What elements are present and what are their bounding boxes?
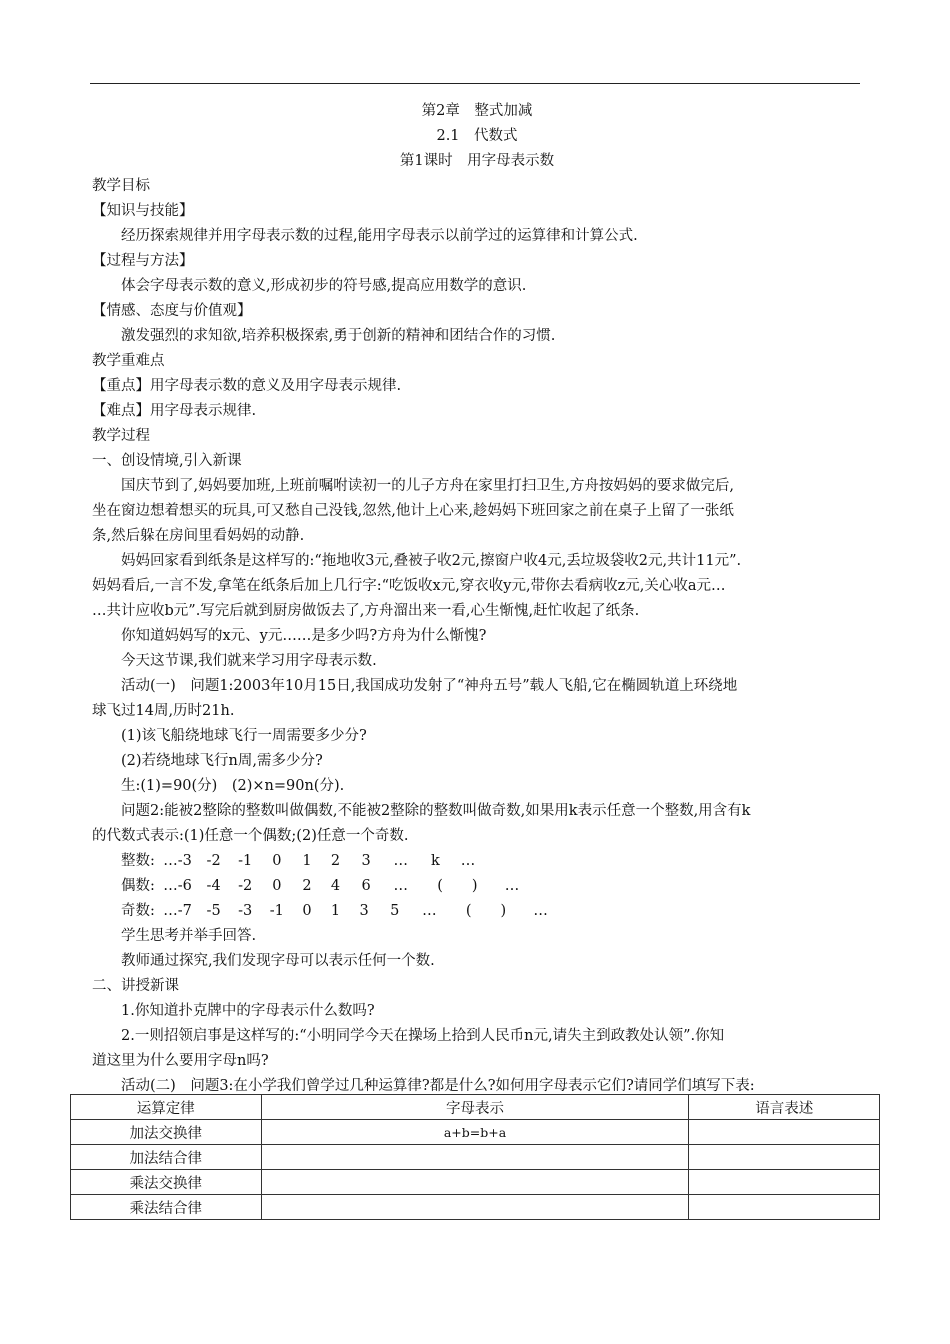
key-point-focus: 【重点】用字母表示数的意义及用字母表示规律. (92, 378, 402, 394)
table-cell: 加法交换律 (71, 1120, 262, 1145)
answer-1: 生:(1)=90(分) (2)×n=90n(分). (121, 778, 345, 794)
item-2-line: 2.一则招领启事是这样写的:“小明同学今天在操场上拾到人民币n元,请失主到政教处认领”.你知 (121, 1028, 725, 1044)
problem2-line: 的代数式表示:(1)任意一个偶数;(2)任意一个奇数. (92, 828, 409, 844)
seq-value: k (430, 853, 440, 869)
even-label: 偶数: (121, 878, 155, 894)
chapter-title: 第2章 整式加减 (421, 103, 533, 119)
table-cell: 乘法交换律 (71, 1170, 262, 1195)
key-points-heading: 教学重难点 (92, 353, 165, 369)
item-1: 1.你知道扑克牌中的字母表示什么数吗? (121, 1003, 375, 1019)
table-cell (689, 1145, 880, 1170)
seq-value: …-6 (163, 878, 192, 894)
table-cell (689, 1120, 880, 1145)
question-line: 你知道妈妈写的x元、y元……是多少吗?方舟为什么惭愧? (121, 628, 487, 644)
question-1-1: (1)该飞船绕地球飞行一周需要多少分? (121, 728, 367, 744)
objectives-heading: 教学目标 (92, 178, 150, 194)
seq-value: 3 (359, 903, 369, 919)
seq-value: -2 (206, 853, 221, 869)
teaching-process-heading: 教学过程 (92, 428, 150, 444)
seq-value: … (460, 853, 476, 869)
table-cell: a+b=b+a (261, 1120, 689, 1145)
story-line: 坐在窗边想着想买的玩具,可又愁自己没钱,忽然,他计上心来,趁妈妈下班回家之前在桌子上留了一张纸 (92, 503, 734, 519)
seq-value: -5 (206, 903, 221, 919)
seq-value: … (533, 903, 548, 919)
part2-title: 二、讲授新课 (92, 978, 179, 994)
header-rule (90, 83, 860, 84)
seq-value: 1 (330, 903, 341, 919)
seq-value: 2 (330, 853, 341, 869)
seq-value: -2 (238, 878, 253, 894)
seq-value: … (422, 903, 437, 919)
even-sequence (92, 874, 862, 899)
table-row (71, 1195, 880, 1220)
seq-value: 5 (390, 903, 400, 919)
section-title: 2.1 代数式 (436, 128, 518, 144)
think-line: 学生思考并举手回答. (121, 928, 257, 944)
seq-blank: ( ) (465, 903, 507, 919)
integer-sequence (92, 849, 862, 874)
knowledge-title: 【知识与技能】 (92, 203, 194, 219)
seq-value: 0 (272, 853, 282, 869)
key-point-difficulty: 【难点】用字母表示规律. (92, 403, 257, 419)
seq-value: …-7 (163, 903, 192, 919)
table-row (71, 1120, 880, 1145)
table-cell (261, 1145, 689, 1170)
problem2-line: 问题2:能被2整除的整数叫做偶数,不能被2整除的整数叫做奇数,如果用k表示任意一个整数,用含有k (121, 803, 751, 819)
note-line: 妈妈回家看到纸条是这样写的:“拖地收3元,叠被子收2元,擦窗户收4元,丢垃圾袋收2元,共计11元”. (121, 553, 742, 569)
table-cell (261, 1170, 689, 1195)
table-header-cell: 运算定律 (71, 1095, 262, 1120)
seq-value: … (393, 878, 409, 894)
note-line: 妈妈看后,一言不发,拿笔在纸条后加上几行字:“吃饭收x元,穿衣收y元,带你去看病收z元,关心收a元… (92, 578, 726, 594)
table-cell (261, 1195, 689, 1220)
table-cell (689, 1170, 880, 1195)
process-method-text: 体会字母表示数的意义,形成初步的符号感,提高应用数学的意识. (121, 278, 527, 294)
seq-value: … (504, 878, 520, 894)
activity1-line: 球飞过14周,历时21h. (92, 703, 235, 719)
seq-value: 6 (361, 878, 371, 894)
story-line: 国庆节到了,妈妈要加班,上班前嘱咐读初一的儿子方舟在家里打扫卫生,方舟按妈妈的要求做完后, (121, 478, 734, 494)
seq-value: 4 (330, 878, 341, 894)
activity2-line: 活动(二) 问题3:在小学我们曾学过几种运算律?都是什么?如何用字母表示它们?请同学们填写下表: (121, 1078, 755, 1094)
seq-value: … (393, 853, 409, 869)
emotion-title: 【情感、态度与价值观】 (92, 303, 252, 319)
odd-label: 奇数: (121, 903, 155, 919)
knowledge-text: 经历探索规律并用字母表示数的过程,能用字母表示以前学过的运算律和计算公式. (121, 228, 638, 244)
seq-blank: ( ) (437, 878, 478, 894)
table-row (71, 1145, 880, 1170)
table-cell: 加法结合律 (71, 1145, 262, 1170)
seq-value: 0 (302, 903, 312, 919)
table-cell (689, 1195, 880, 1220)
seq-value: 1 (302, 853, 312, 869)
seq-value: -3 (238, 903, 253, 919)
item-2-line: 道这里为什么要用字母n吗? (92, 1053, 269, 1069)
operation-law-table (70, 1094, 880, 1220)
table-header-cell: 语言表述 (689, 1095, 880, 1120)
table-cell: 乘法结合律 (71, 1195, 262, 1220)
table-row (71, 1170, 880, 1195)
conclusion-line: 教师通过探究,我们发现字母可以表示任何一个数. (121, 953, 435, 969)
part1-title: 一、创设情境,引入新课 (92, 453, 242, 469)
odd-sequence (92, 899, 862, 924)
activity1-line: 活动(一) 问题1:2003年10月15日,我国成功发射了“神舟五号”载人飞船,它在椭圆轨道上环绕地 (121, 678, 738, 694)
seq-value: 2 (302, 878, 312, 894)
intro-line: 今天这节课,我们就来学习用字母表示数. (121, 653, 377, 669)
seq-value: -1 (269, 903, 284, 919)
seq-value: 0 (272, 878, 282, 894)
seq-value: -1 (238, 853, 253, 869)
question-1-2: (2)若绕地球飞行n周,需多少分? (121, 753, 323, 769)
process-method-title: 【过程与方法】 (92, 253, 194, 269)
table-header-row (71, 1095, 880, 1120)
seq-value: …-3 (163, 853, 192, 869)
lesson-title: 第1课时 用字母表示数 (399, 153, 555, 169)
note-line: …共计应收b元”.写完后就到厨房做饭去了,方舟溜出来一看,心生惭愧,赶忙收起了纸条. (92, 603, 640, 619)
emotion-text: 激发强烈的求知欲,培养积极探索,勇于创新的精神和团结合作的习惯. (121, 328, 556, 344)
table-header-cell: 字母表示 (261, 1095, 689, 1120)
seq-value: -4 (206, 878, 221, 894)
integer-label: 整数: (121, 853, 155, 869)
seq-value: 3 (361, 853, 371, 869)
story-line: 条,然后躲在房间里看妈妈的动静. (92, 528, 305, 544)
document-body (92, 99, 862, 1099)
